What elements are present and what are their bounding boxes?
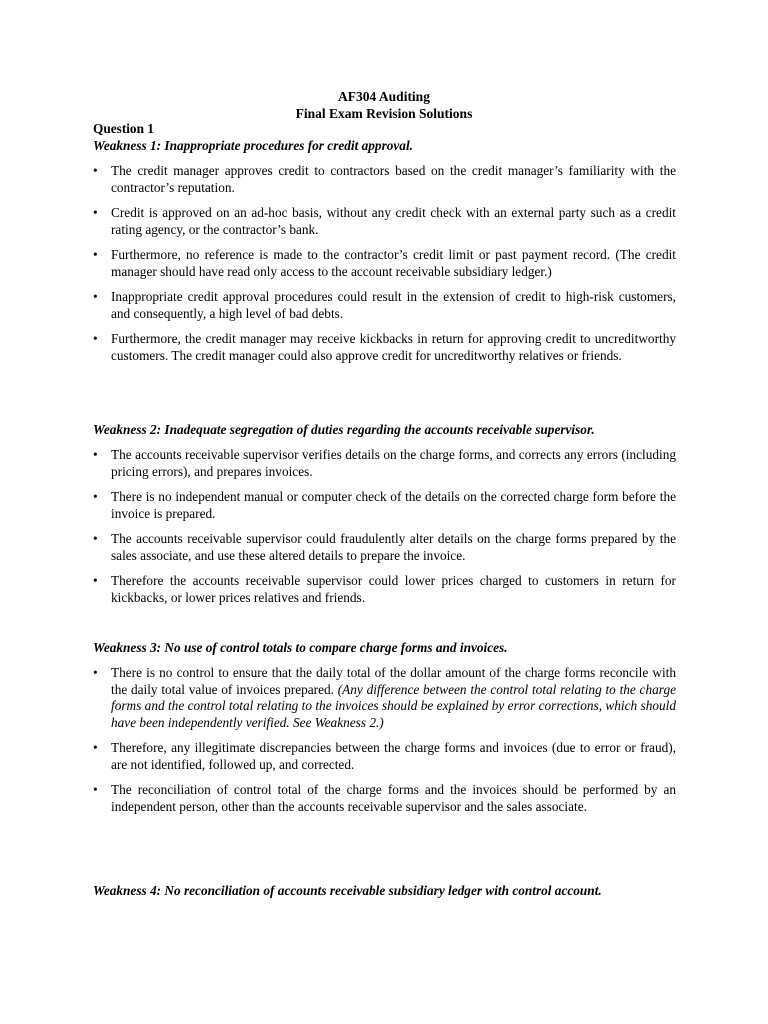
list-item: • The accounts receivable supervisor could fraudulently alter details on the charge forms prepared by the sales associate, and use these altered details to prepare the invoice. [93,531,676,564]
list-item: • The credit manager approves credit to contractors based on the credit manager’s familiarity with the contractor’s reputation. [93,163,676,196]
weakness-3-heading: Weakness 3: No use of control totals to compare charge forms and invoices. [93,640,508,655]
weakness-4-heading: Weakness 4: No reconciliation of accounts receivable subsidiary ledger with control account. [93,883,602,898]
list-item: • Therefore, any illegitimate discrepancies between the charge forms and invoices (due to error or fraud), are not identified, followed up, and corrected. [93,740,676,773]
weakness-1-list [93,163,676,364]
list-item: • Therefore the accounts receivable supervisor could lower prices charged to customers in return for kickbacks, or lower prices relatives and friends. [93,573,676,606]
list-item: • Credit is approved on an ad-hoc basis, without any credit check with an external party such as a credit rating agency, or the contractor’s bank. [93,205,676,238]
list-item: • The reconciliation of control total of the charge forms and the invoices should be performed by an independent person, other than the accounts receivable supervisor and the sales associate. [93,782,676,815]
weakness-3-list [93,665,676,815]
list-item [93,665,676,731]
document-subtitle: Final Exam Revision Solutions [295,106,473,121]
list-item: • Inappropriate credit approval procedures could result in the extension of credit to high-risk customers, and consequently, a high level of bad debts. [93,289,676,322]
list-item: • Furthermore, the credit manager may receive kickbacks in return for approving credit to uncreditworthy customers. The credit manager could also approve credit for uncreditworthy relatives or friends. [93,331,676,364]
weakness-2-list [93,447,676,606]
list-item-italic-note: (Any difference between the control total relating to the charge forms and the control total relating to the invoices should be explained by error corrections, which should have been independently verified. See Weakness 2.) [111,681,676,730]
course-title: AF304 Auditing [338,89,430,104]
list-item-text: There is no control to ensure that the daily total of the dollar amount of the charge forms reconcile with the daily total value of invoices prepared. [111,665,676,697]
weakness-1-heading: Weakness 1: Inappropriate procedures for credit approval. [93,138,413,153]
list-item: • The accounts receivable supervisor verifies details on the charge forms, and corrects any errors (including pricing errors), and prepares invoices. [93,447,676,480]
list-item: • There is no independent manual or computer check of the details on the corrected charge form before the invoice is prepared. [93,489,676,522]
document-title-block [0,88,768,122]
list-item: • Furthermore, no reference is made to the contractor’s credit limit or past payment record. (The credit manager should have read only access to the account receivable subsidiary ledger.) [93,247,676,280]
weakness-2-heading: Weakness 2: Inadequate segregation of duties regarding the accounts receivable supervisor. [93,422,595,437]
question-heading: Question 1 [93,121,154,136]
